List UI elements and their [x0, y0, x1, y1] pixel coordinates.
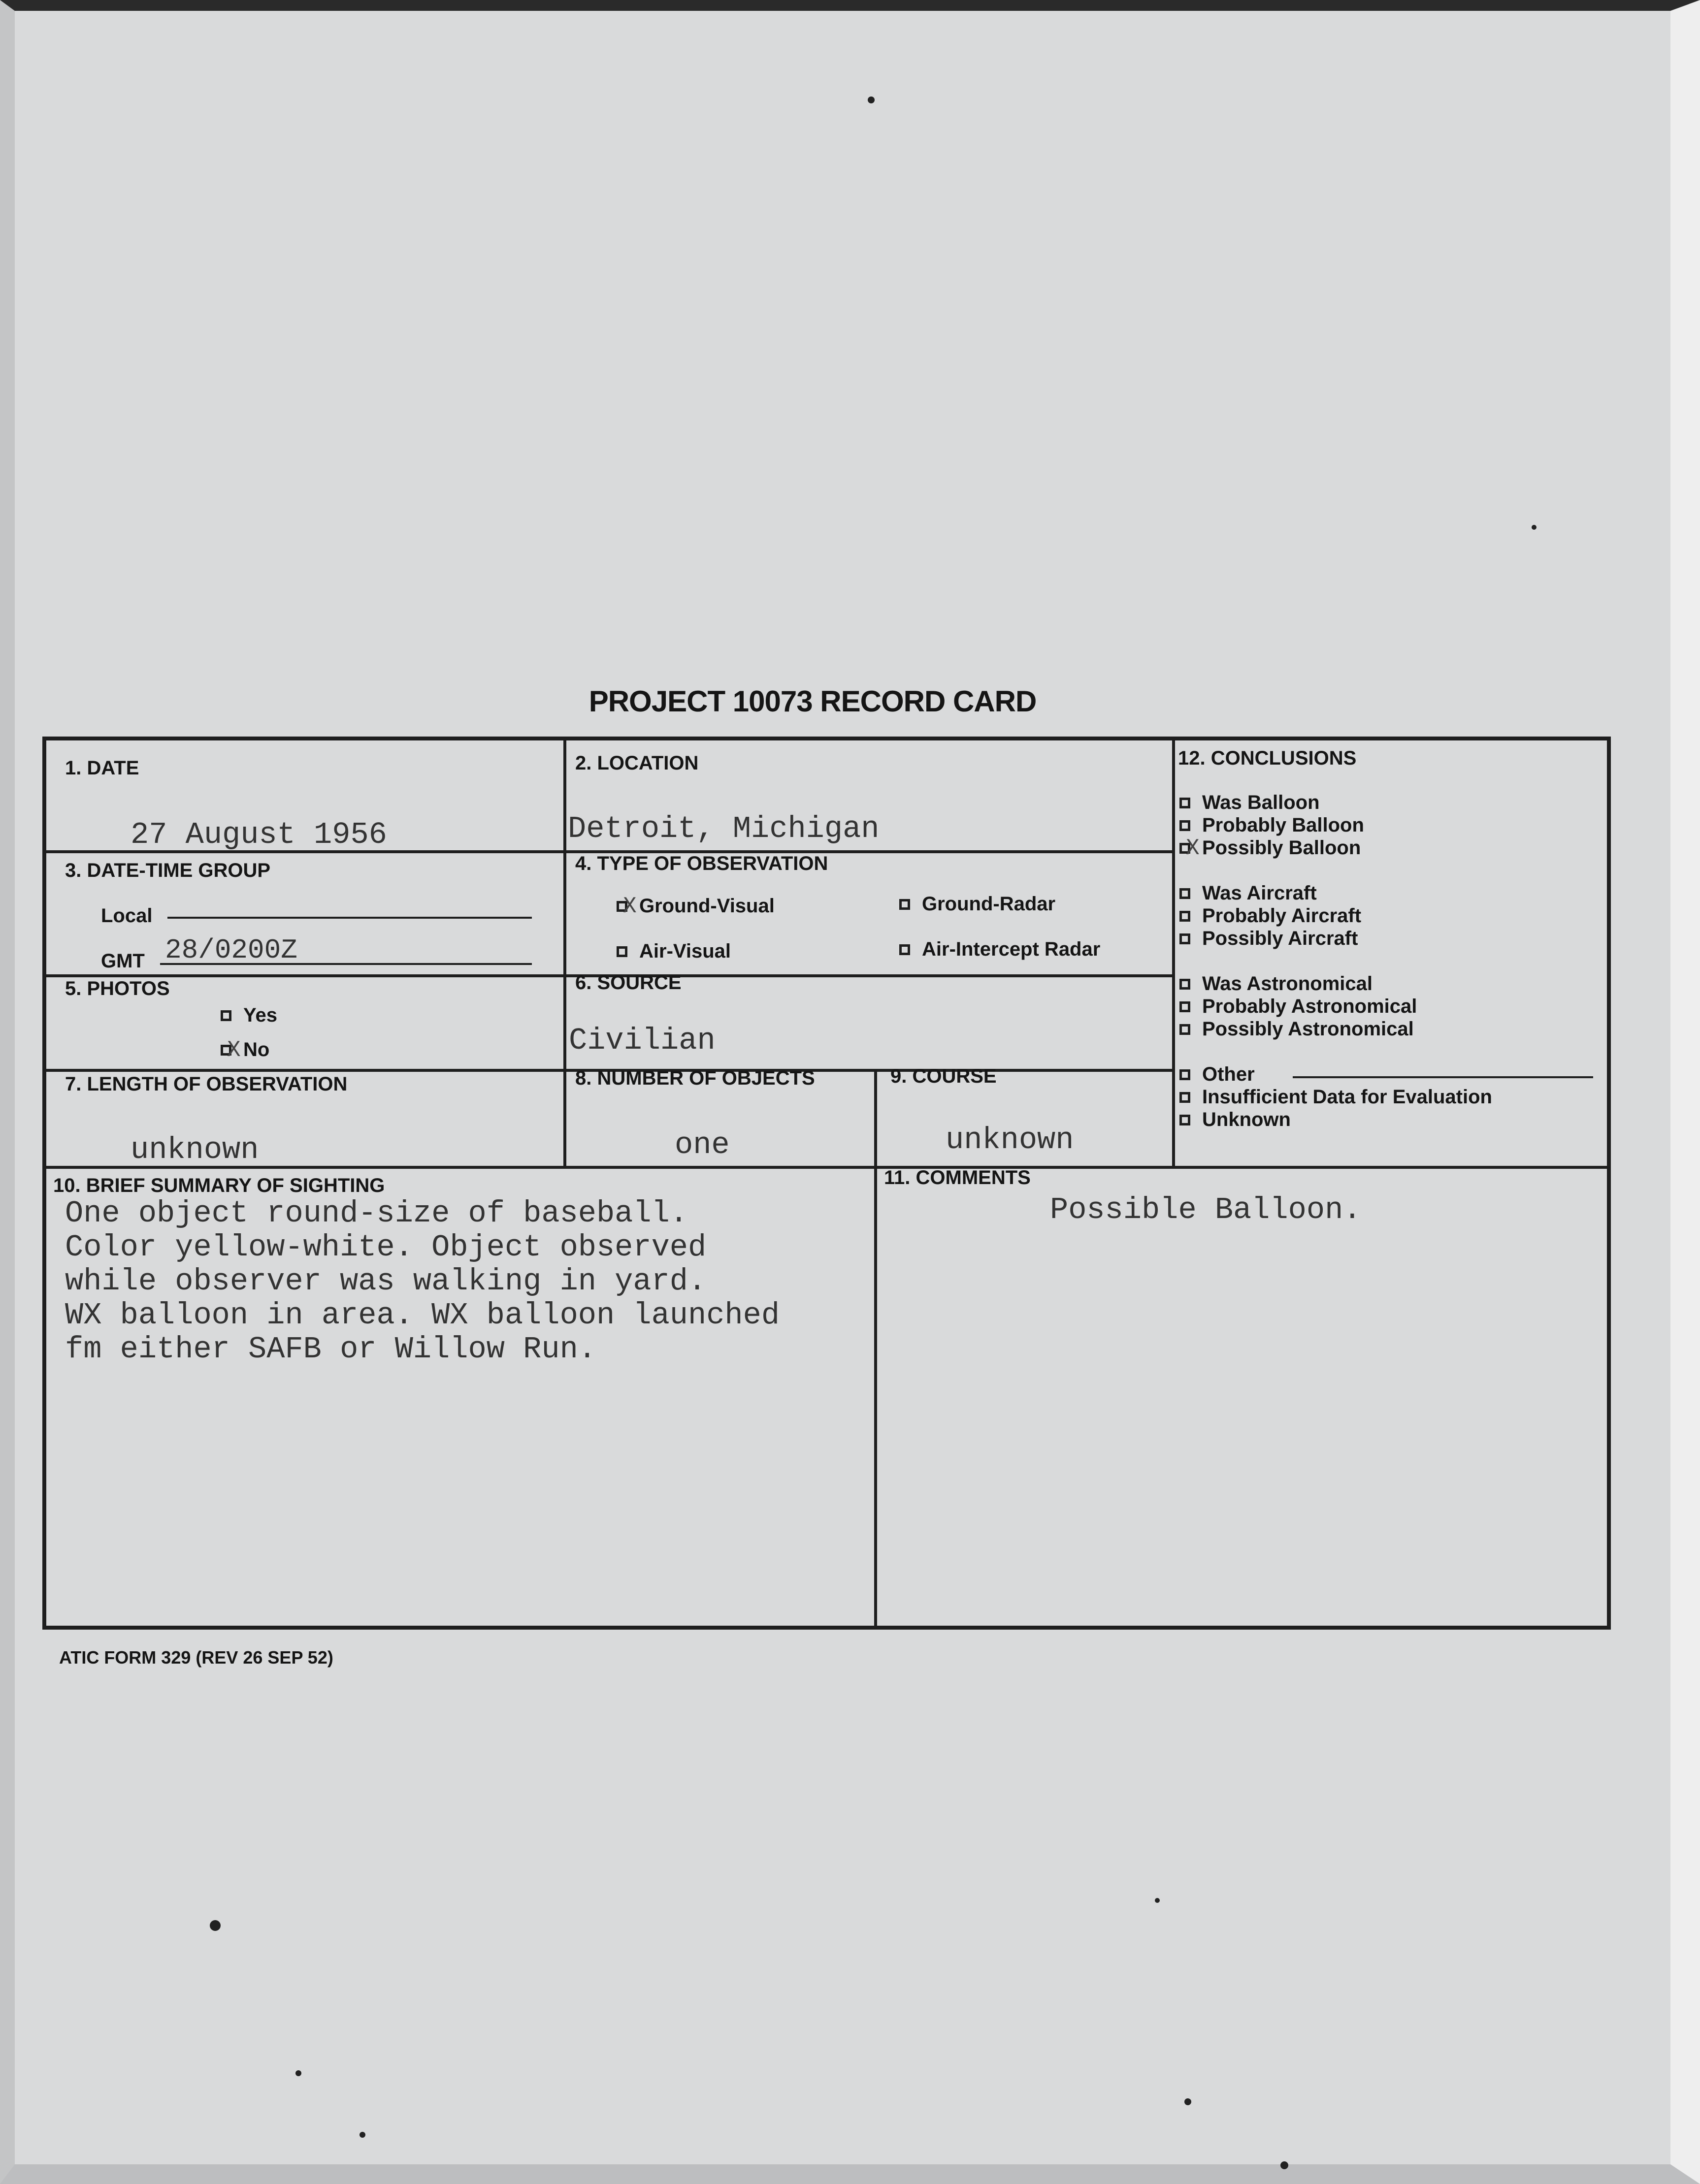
conclusion-insufficient-data: Insufficient Data for Evaluation: [1179, 1086, 1492, 1108]
checkbox-icon: [1179, 888, 1190, 899]
checked-box-icon: [617, 901, 627, 912]
course-label: 9. COURSE: [890, 1065, 997, 1087]
summary-line: Color yellow-white. Object observed: [65, 1230, 707, 1265]
checkbox-icon: [1179, 933, 1190, 944]
length-value: unknown: [131, 1132, 259, 1167]
scan-speck: [868, 96, 875, 103]
observation-option-ground-visual: X Ground-Visual: [617, 895, 775, 917]
scan-speck: [295, 2070, 301, 2076]
conclusion-probably-aircraft: Probably Aircraft: [1179, 905, 1361, 927]
checkbox-icon: [1179, 1001, 1190, 1012]
conclusion-was-astronomical: Was Astronomical: [1179, 973, 1373, 995]
photos-option-yes: Yes: [221, 1004, 277, 1027]
summary-label: 10. BRIEF SUMMARY OF SIGHTING: [53, 1175, 385, 1196]
divider: [1172, 740, 1175, 1166]
dtg-gmt-value: 28/0200Z: [165, 934, 297, 966]
dtg-label: 3. DATE-TIME GROUP: [65, 860, 271, 881]
observation-option-ground-radar: Ground-Radar: [899, 893, 1055, 915]
conclusion-possibly-balloon: X Possibly Balloon: [1179, 837, 1361, 859]
scan-speck: [360, 2132, 365, 2138]
source-value: Civilian: [569, 1023, 716, 1058]
scan-speck: [1280, 2161, 1288, 2169]
location-label: 2. LOCATION: [575, 752, 699, 774]
divider: [563, 740, 566, 1166]
checkbox-icon: [1179, 1024, 1190, 1035]
conclusion-probably-balloon: Probably Balloon: [1179, 814, 1364, 836]
course-value: unknown: [946, 1123, 1074, 1157]
summary-text: [65, 1196, 878, 1366]
conclusion-unknown: Unknown: [1179, 1109, 1291, 1131]
objects-label: 8. NUMBER OF OBJECTS: [575, 1067, 815, 1089]
scan-speck: [1184, 2098, 1191, 2105]
conclusion-was-balloon: Was Balloon: [1179, 792, 1320, 814]
checkbox-icon: [1179, 1092, 1190, 1103]
dtg-local-underline: [167, 917, 532, 919]
card-title: PROJECT 10073 RECORD CARD: [588, 685, 1037, 718]
dtg-local-label: Local: [101, 905, 153, 927]
conclusion-was-aircraft: Was Aircraft: [1179, 882, 1317, 904]
comments-value: Possible Balloon.: [1050, 1192, 1362, 1227]
checked-box-icon: [221, 1045, 231, 1056]
checkbox-icon: [1179, 820, 1190, 831]
scan-speck: [1155, 1898, 1160, 1903]
summary-line: while observer was walking in yard.: [65, 1264, 707, 1299]
form-number: ATIC FORM 329 (REV 26 SEP 52): [59, 1647, 333, 1668]
checkbox-icon: [221, 1010, 231, 1021]
date-label: 1. DATE: [65, 757, 139, 779]
conclusion-other-underline: [1293, 1076, 1593, 1078]
photos-option-no: X No: [221, 1039, 269, 1061]
summary-line: WX balloon in area. WX balloon launched: [65, 1298, 780, 1333]
observation-option-air-intercept-radar: Air-Intercept Radar: [899, 938, 1100, 961]
divider: [46, 1166, 1607, 1169]
summary-line: fm either SAFB or Willow Run.: [65, 1332, 596, 1367]
checkbox-icon: [1179, 1115, 1190, 1125]
checkbox-icon: [1179, 798, 1190, 808]
checked-box-icon: [1179, 843, 1190, 854]
observation-option-air-visual: Air-Visual: [617, 940, 731, 963]
dtg-gmt-label: GMT: [101, 950, 145, 972]
photos-label: 5. PHOTOS: [65, 978, 170, 999]
checkbox-icon: [1179, 911, 1190, 922]
checkbox-icon: [899, 944, 910, 955]
scan-speck: [210, 1920, 221, 1931]
checkbox-icon: [899, 899, 910, 910]
checkbox-icon: [1179, 1069, 1190, 1080]
observation-type-label: 4. TYPE OF OBSERVATION: [575, 853, 828, 874]
conclusion-possibly-aircraft: Possibly Aircraft: [1179, 928, 1358, 950]
source-label: 6. SOURCE: [575, 972, 682, 994]
comments-label: 11. COMMENTS: [884, 1167, 1031, 1188]
scan-speck: [1532, 525, 1537, 530]
conclusion-probably-astronomical: Probably Astronomical: [1179, 996, 1417, 1018]
checkbox-icon: [1179, 979, 1190, 990]
objects-value: one: [675, 1127, 730, 1162]
location-value: Detroit, Michigan: [568, 811, 880, 846]
summary-line: One object round-size of baseball.: [65, 1196, 688, 1231]
checkbox-icon: [617, 946, 627, 957]
conclusion-other: Other: [1179, 1063, 1255, 1086]
length-label: 7. LENGTH OF OBSERVATION: [65, 1073, 348, 1095]
conclusions-label: 12. CONCLUSIONS: [1178, 747, 1357, 769]
conclusion-possibly-astronomical: Possibly Astronomical: [1179, 1018, 1414, 1040]
date-value: 27 August 1956: [131, 817, 387, 852]
